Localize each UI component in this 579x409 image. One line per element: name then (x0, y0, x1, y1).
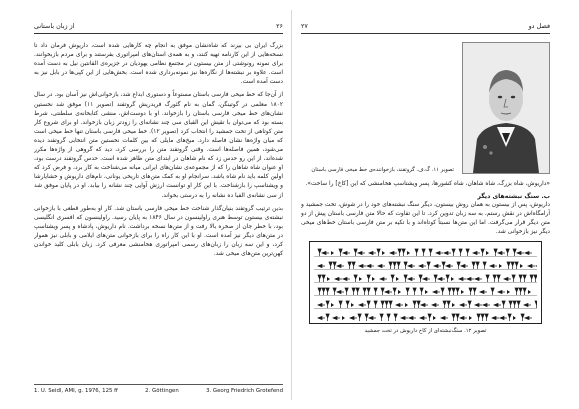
cuneiform-wedge (413, 301, 416, 309)
cuneiform-wedge (480, 291, 487, 294)
cuneiform-wedge (420, 317, 427, 320)
cuneiform-wedge (456, 288, 459, 296)
cuneiform-wedge (504, 278, 511, 281)
cuneiform-wedge (434, 275, 437, 283)
cuneiform-wedge (509, 301, 512, 309)
cuneiform-wedge (432, 304, 439, 307)
word-divider (398, 290, 401, 294)
cuneiform-wedge (358, 252, 365, 255)
cuneiform-wedge (359, 265, 366, 268)
cuneiform-wedge (477, 314, 480, 321)
cuneiform-wedge (421, 304, 428, 307)
word-divider (507, 290, 510, 294)
cuneiform-wedge (490, 265, 497, 268)
word-divider (342, 316, 345, 320)
header-rule (34, 33, 283, 34)
cuneiform-wedge (523, 275, 526, 283)
cuneiform-wedge (417, 301, 420, 309)
cuneiform-wedge (512, 275, 515, 283)
cuneiform-wedge (457, 262, 460, 270)
word-divider (396, 277, 399, 281)
cuneiform-wedge (461, 265, 468, 268)
cuneiform-wedge (339, 249, 342, 257)
cuneiform-wedge (456, 314, 459, 321)
cuneiform-wedge (427, 262, 430, 270)
cuneiform-line (314, 244, 537, 257)
cuneiform-wedge (473, 288, 476, 296)
cuneiform-wedge (475, 304, 482, 307)
cuneiform-wedge (513, 301, 516, 309)
cuneiform-wedge (467, 278, 474, 281)
cuneiform-wedge (502, 301, 505, 309)
cuneiform-wedge (318, 304, 325, 307)
cuneiform-wedge (483, 304, 490, 307)
cuneiform-wedge (492, 317, 499, 320)
cuneiform-wedge (318, 275, 321, 283)
cuneiform-wedge (374, 301, 377, 309)
cuneiform-wedge (443, 301, 446, 309)
cuneiform-wedge (419, 265, 426, 268)
page-number: ۲۷ (301, 22, 308, 30)
cuneiform-wedge (394, 314, 397, 321)
cuneiform-wedge (519, 275, 522, 283)
cuneiform-wedge (326, 288, 329, 296)
cuneiform-wedge (415, 249, 418, 257)
cuneiform-wedge (380, 314, 383, 321)
word-divider (513, 316, 516, 320)
cuneiform-line (314, 283, 537, 296)
word-divider (359, 277, 362, 281)
figure-grotefend (301, 42, 550, 174)
page-header (34, 22, 283, 33)
cuneiform-wedge (356, 288, 359, 296)
cuneiform-wedge (468, 301, 471, 309)
cuneiform-wedge (318, 249, 321, 257)
cuneiform-wedge (365, 314, 368, 321)
cuneiform-wedge (515, 288, 518, 296)
word-divider (382, 251, 385, 255)
cuneiform-wedge (452, 249, 455, 257)
cuneiform-wedge (335, 278, 342, 281)
cuneiform-wedge (481, 249, 484, 257)
cuneiform-wedge (350, 317, 357, 320)
paragraph: داریوش، پس از بیستون به همان روش بیستون، دیگر سنگ نبشته‌های خود را در شوش، تخت جمشید و آرامگاه‌اش در نقش رستم، به سه زبان تدوین کرد. تا این تفاوت که حالا متن فارسی باستان پیش از دو متن دیگر قرار می‌گرفت. اما این متن‌ها نسبتاً کوتاه‌اند و با تکیه بر متن فارسی باستان خط‌های میخی دیگر نیز بازخوانی شد. (301, 202, 550, 236)
word-divider (331, 251, 334, 255)
cuneiform-wedge (498, 291, 505, 294)
cuneiform-line (314, 296, 537, 309)
portrait-image (462, 42, 550, 174)
footnote: 3. Georg Friedrich Grotefend (206, 388, 283, 394)
cuneiform-wedge (409, 317, 416, 320)
cuneiform-wedge (406, 288, 409, 296)
cuneiform-wedge (524, 304, 531, 307)
page-number: ۲۶ (276, 22, 283, 30)
cuneiform-wedge (475, 278, 482, 281)
cuneiform-wedge (419, 275, 422, 283)
cuneiform-wedge (515, 262, 518, 270)
cuneiform-wedge (318, 288, 321, 296)
word-divider (372, 277, 375, 281)
cuneiform-wedge (398, 249, 401, 257)
cuneiform-wedge (511, 262, 514, 270)
paragraph: «داریوش، شاه بزرگ، شاه شاهان، شاه کشورها، پسر ویشتاسپ هخامنشی که این [کاخ] را ساخت». (305, 181, 550, 187)
cuneiform-wedge (486, 275, 489, 283)
word-divider (451, 277, 454, 281)
cuneiform-wedge (322, 275, 325, 283)
page-26 (34, 22, 283, 396)
cuneiform-wedge (367, 265, 374, 268)
cuneiform-wedge (337, 265, 344, 268)
cuneiform-wedge (494, 304, 501, 307)
cuneiform-wedge (436, 252, 443, 255)
cuneiform-wedge (381, 288, 384, 296)
figure-caption: تصویر ۱۱. گ.ف. گروتفند، بازخواننده‌ی خط میخی فارسی باستان (311, 167, 454, 173)
cuneiform-wedge (377, 249, 380, 257)
cuneiform-line (314, 309, 537, 321)
cuneiform-wedge (354, 275, 357, 283)
cuneiform-wedge (318, 265, 325, 268)
header-rule (301, 33, 550, 34)
cuneiform-wedge (358, 314, 361, 321)
cuneiform-wedge (460, 304, 467, 307)
figure-caption: تصویر ۱۲. سنگ‌نبشته‌ای از کاخ داریوش در تخت جمشید (364, 328, 487, 335)
page-header (301, 22, 550, 33)
word-divider (461, 290, 464, 294)
cuneiform-wedge (346, 301, 349, 309)
cuneiform-wedge (483, 262, 486, 270)
cuneiform-wedge (476, 262, 479, 270)
cuneiform-wedge (326, 314, 329, 321)
cuneiform-wedge (441, 288, 444, 296)
cuneiform-wedge (528, 265, 535, 268)
cuneiform-wedge (497, 275, 500, 283)
cuneiform-wedge (387, 314, 390, 321)
cuneiform-wedge (318, 317, 325, 320)
paragraph: از آن‌جا که خط میخی فارسی باستان مستوعاً و دستوری ابداع شد، بازخوانی‌اش نیز آسان بود. در سال ۱۸۰۲ معلمی در گوتینگن، گمان به نام گئورگ فریدریش گروتفند (تصویر ۱۱) موفق شد نخستین نشان‌های خط میخی فارسی باستان را بازخواند. او با دوست‌اش، منشی کتابخانه‌ی سلطنتی، شرط بسته بود که می‌توان با تقیش این الفبای سی چند نشانه‌ای را زودتر زبان بازخواند. او برای شروع کار متن کوتاهی از تخت جمشید را انتخاب کرد (تصویر ۱۲). خط میخی فارسی باستان تنها خط میخی است که میان واژه‌ها نشان فاصله دارد. میخ‌های مایلی که بین کلمات نخستین متن انتخابی گروتفند دیده می‌شود، همین فاصله‌ها است. وقتی گروتفند متن را بررسی کرد، دید که گروهی از واژه‌ها مکرر شده‌اند، از این رو حدس زد که نام شاهان در ابتدای متن ظاهر شده است. حدس گروتفند درست بود، او عنوان شاه شاهان را که از مجموعه‌ی نشان‌های ایرانی میانه می‌شناخت به کار برد، و فرض کرد که اولین کلمه باید نام شاه باشد. سرانجام او به کمک متن‌های تاریخی یونانی، نام‌های داریوش و خشایارشا و ویشتاسپ را بازشناخت. با این کار او توانست ارزش آوایی چند نشانه را بیابد. او در پایان موفق شد از سی نشانه‌ی الفبا ده نشانه را به درستی بخواند. (34, 92, 283, 199)
word-divider (407, 251, 410, 255)
cuneiform-wedge (434, 265, 441, 268)
cuneiform-wedge (521, 314, 524, 321)
cuneiform-wedge (363, 288, 366, 296)
cuneiform-wedge (343, 278, 350, 281)
cuneiform-wedge (493, 275, 496, 283)
cuneiform-wedge (408, 278, 415, 281)
book-gutter (291, 10, 292, 400)
cuneiform-line (314, 270, 537, 283)
cuneiform-wedge (534, 275, 537, 283)
cuneiform-wedge (459, 278, 466, 281)
cuneiform-wedge (385, 301, 388, 309)
cuneiform-wedge (333, 288, 336, 296)
cuneiform-wedge (359, 304, 366, 307)
cuneiform-wedge (391, 275, 394, 283)
cuneiform-wedge (367, 301, 370, 309)
paragraph: بزرگ ایران بی بیرند که شاه‌نشان موفق به انجام چه کارهایی شده است، داریوش فرمان داد تا نسخه‌هایی از این کارنامه تهیه کنند، و به همه‌ی استان‌های امپراتوری بفرستند و برای مردم بازبخوانند. برای نمونه رونوشتی از متن بیستون در مجتمع نظامی یهودیان در جزیره‌ی الفانتین نیل به دست آمده است. علاوه بر نبشته‌ها از نگاره‌ها نیز نمونه‌برداری شده است. بخش‌هایی از این کپی‌ها در بابل نیز به دست آمده است. (34, 43, 283, 86)
cuneiform-wedge (452, 288, 455, 296)
cuneiform-wedge (429, 249, 432, 257)
cuneiform-wedge (354, 249, 357, 257)
cuneiform-wedge (390, 252, 397, 255)
cuneiform-wedge (393, 262, 396, 270)
page-body (301, 42, 550, 335)
cuneiform-wedge (408, 265, 415, 268)
cuneiform-wedge (438, 278, 445, 281)
cuneiform-wedge (498, 252, 505, 255)
cuneiform-wedge (329, 262, 332, 270)
word-divider (327, 277, 330, 281)
page-body (34, 42, 283, 259)
cuneiform-wedge (343, 252, 350, 255)
cuneiform-wedge (404, 262, 407, 270)
cuneiform-wedge (322, 288, 325, 296)
footnote: 2. Göttingen (145, 388, 179, 394)
cuneiform-wedge (369, 317, 376, 320)
cuneiform-wedge (472, 262, 475, 270)
cuneiform-wedge (525, 252, 532, 255)
cuneiform-wedge (517, 252, 524, 255)
cuneiform-wedge (428, 314, 431, 321)
cuneiform-wedge (345, 288, 348, 296)
cuneiform-wedge (525, 317, 532, 320)
cuneiform-wedge (442, 262, 445, 270)
cuneiform-wedge (485, 314, 488, 321)
cuneiform-wedge (500, 317, 507, 320)
cuneiform-wedge (473, 252, 480, 255)
word-divider (331, 303, 334, 307)
cuneiform-wedge (339, 301, 342, 309)
cuneiform-wedge (494, 249, 497, 257)
cuneiform-wedge (444, 252, 451, 255)
cuneiform-line (314, 257, 537, 270)
cuneiform-wedge (459, 249, 462, 257)
word-divider (528, 290, 531, 294)
cuneiform-wedge (535, 301, 537, 309)
cuneiform-wedge (446, 275, 449, 283)
cuneiform-wedge (333, 317, 340, 320)
cuneiform-wedge (369, 252, 376, 255)
cuneiform-wedge (381, 301, 384, 309)
cuneiform-wedge (396, 304, 403, 307)
cuneiform-wedge (389, 262, 392, 270)
section-heading: ب. سنگ نبشته‌های دیگر (477, 193, 550, 201)
cuneiform-wedge (441, 317, 448, 320)
word-divider (433, 316, 436, 320)
word-divider (425, 290, 428, 294)
cuneiform-wedge (433, 291, 440, 294)
cuneiform-wedge (448, 288, 451, 296)
cuneiform-wedge (380, 278, 387, 281)
cuneiform-wedge (367, 275, 370, 283)
cuneiform-wedge (367, 288, 370, 296)
cuneiform-wedge (393, 288, 396, 296)
cuneiform-wedge (481, 314, 484, 321)
cuneiform-wedge (446, 265, 453, 268)
word-divider (469, 316, 472, 320)
cuneiform-wedge (536, 265, 537, 268)
word-divider (520, 264, 523, 268)
cuneiform-wedge (389, 301, 392, 309)
cuneiform-wedge (348, 262, 351, 270)
cuneiform-wedge (322, 252, 329, 255)
cuneiform-wedge (491, 288, 494, 296)
paragraph: بدین ترتیب گروتفند بنیان‌گذار شناخت خط میخی فارسی باستان شد. کار او به‌طور قطعی با بازخوانی نبشته‌ی بیستون توسط هنری راولینسون در سال ۱۸۴۶ به پایان رسید. راولینسون که افسری انگلیسی بود، با خطر جان از صخره بالا رفت و از متن‌ها نسخه برداشت. نام داریوش، پادشاه و پسر ویشتاسپ در متن‌های دیگر نیز آمده است. او با این کار راه را برای بازخوانی متن‌های ایلامی و بابلی نیز هموار کرد، و این سه زبان را زبان‌های رسمی امپراتوری هخامنشی معرفی کرد. زبان بابلی کلید خواندن کهن‌ترین متن‌های میخی شد. (34, 205, 283, 258)
cuneiform-wedge (423, 278, 430, 281)
cuneiform-wedge (507, 262, 510, 270)
page-27 (301, 22, 550, 396)
cuneiform-wedge (352, 262, 355, 270)
cuneiform-wedge (337, 291, 344, 294)
cuneiform-wedge (397, 262, 400, 270)
word-divider (351, 303, 354, 307)
cuneiform-wedge (401, 317, 408, 320)
cuneiform-wedge (374, 288, 377, 296)
cuneiform-wedge (378, 265, 385, 268)
cuneiform-wedge (402, 249, 405, 257)
cuneiform-wedge (506, 249, 509, 257)
cuneiform-wedge (513, 249, 516, 257)
cuneiform-wedge (466, 249, 469, 257)
word-divider (499, 264, 502, 268)
cuneiform-wedge (404, 275, 407, 283)
footnote: 1. U. Seidl, AMI, g. 1976, 125 ff (34, 388, 118, 394)
cuneiform-wedge (326, 301, 329, 309)
footnotes (34, 384, 283, 394)
running-title: از زبان باستانی (34, 22, 75, 30)
cuneiform-wedge (519, 288, 522, 296)
cuneiform-wedge (420, 288, 423, 296)
cuneiform-wedge (508, 314, 511, 321)
running-title: فصل دو (528, 22, 550, 30)
word-divider (405, 303, 408, 307)
cuneiform-wedge (530, 275, 533, 283)
cuneiform-inscription (309, 241, 542, 324)
cuneiform-wedge (460, 317, 467, 320)
cuneiform-wedge (413, 288, 416, 296)
cuneiform-wedge (422, 249, 425, 257)
cuneiform-wedge (452, 314, 455, 321)
word-divider (486, 251, 489, 255)
cuneiform-wedge (517, 301, 520, 309)
cuneiform-wedge (333, 262, 336, 270)
cuneiform-wedge (447, 301, 450, 309)
word-divider (452, 303, 455, 307)
cuneiform-wedge (523, 288, 526, 296)
cuneiform-wedge (385, 291, 392, 294)
cuneiform-wedge (469, 288, 472, 296)
cuneiform-wedge (352, 288, 355, 296)
